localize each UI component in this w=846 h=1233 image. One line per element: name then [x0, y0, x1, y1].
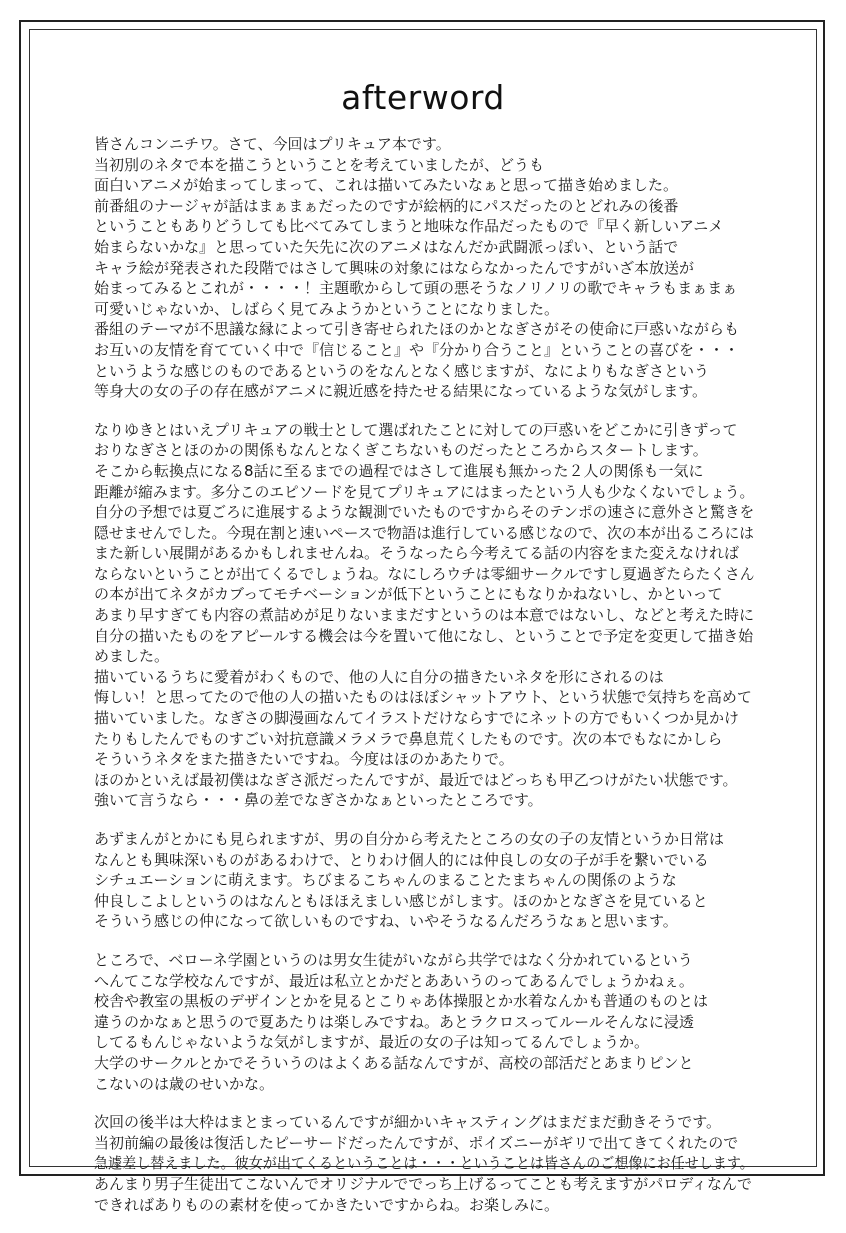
- text-line: 強いて言うなら・・・鼻の差でなぎさかなぁといったところです。: [94, 791, 543, 810]
- text-line: してるもんじゃないような気がしますが、最近の女の子は知ってるんでしょうか。: [94, 1033, 650, 1052]
- paragraph: [94, 829, 754, 932]
- text-line: 自分の予想では夏ごろに進展するような観測でいたものですからそのテンポの速さに意外さと驚きを: [94, 503, 755, 522]
- text-line: 違うのかなぁと思うので夏あたりは楽しみですね。あとラクロスってルールそんなに浸透: [94, 1012, 694, 1031]
- text-line: 面白いアニメが始まってしまって、これは描いてみたいなぁと思って描き始めました。: [94, 176, 678, 195]
- text-line: たりもしたんでものすごい対抗意識メラメラで鼻息荒くしたものです。次の本でもなにかしら: [94, 729, 723, 748]
- page-title: afterword: [341, 78, 505, 117]
- text-line: あずまんがとかにも見られますが、男の自分から考えたところの女の子の友情というか日常は: [94, 830, 725, 848]
- text-line: ところで、ベローネ学園というのは男女生徒がいながら共学ではなく分かれているという: [94, 950, 693, 969]
- text-line: 大学のサークルとかでそういうのはよくある話なんですが、高校の部活だとあまりピンと: [94, 1053, 694, 1072]
- text-line: 等身大の女の子の存在感がアニメに親近感を持たせる結果になっているような気がします。: [94, 382, 708, 401]
- text-line: 描いているうちに愛着がわくもので、他の人に自分の描きたいネタを形にされるのは: [94, 667, 664, 686]
- text-line: ほのかといえば最初僕はなぎさ派だったんですが、最近ではどっちも甲乙つけがたい状態です。: [94, 770, 738, 789]
- text-line: 急遽差し替えました。彼女が出てくるということは・・・ということは皆さんのご想像にお任せします。: [94, 1154, 754, 1173]
- text-line: めました。: [94, 647, 170, 666]
- text-line: 描いていました。なぎさの脚漫画なんてイラストだけならすでにネットの方でもいくつか見かけ: [94, 709, 740, 728]
- text-line: そういうネタをまた描きたいですね。今度はほのかあたりで。: [94, 750, 514, 769]
- text-line: 悔しい！と思ってたので他の人の描いたものはほぼシャットアウト、という状態で気持ちを高めて: [94, 688, 752, 707]
- text-line: なんとも興味深いものがあるわけで、とりわけ個人的には仲良しの女の子が手を繋いでいる: [94, 850, 709, 869]
- text-line: 仲良しこよしというのはなんともほほえましい感じがします。ほのかとなぎさを見ていると: [94, 891, 708, 910]
- text-line: 始まってみるとこれが・・・・！主題歌からして頭の悪そうなノリノリの歌でキャラもまぁまぁ: [94, 279, 738, 298]
- text-line: 次回の後半は大枠はまとまっているんですが細かいキャスティングはまだまだ動きそうです。: [94, 1113, 722, 1132]
- text-line: なりゆきとはいえプリキュアの戦士として選ばれたことに対しての戸惑いをどこかに引きずって: [94, 420, 738, 439]
- text-line: そこから転換点になる8話に至るまでの過程ではさして進展も無かった２人の関係も一気に: [94, 461, 704, 480]
- text-line: 可愛いじゃないか、しばらく見てみようかということになりました。: [94, 299, 560, 318]
- text-line: 校舎や教室の黒板のデザインとかを見るとこりゃあ体操服とか水着なんかも普通のものとは: [94, 992, 708, 1011]
- afterword-body: [94, 134, 754, 1233]
- text-line: 当初前編の最後は復活したピーサードだったんですが、ポイズニーがギリで出てきてくれたので: [94, 1133, 739, 1152]
- paragraph: [94, 420, 754, 811]
- text-line: また新しい展開があるかもしれませんね。そうなったら今考えてる話の内容をまた変えなければ: [94, 544, 740, 563]
- text-line: 隠せませんでした。今現在割と速いペースで物語は進行している感じなので、次の本が出るころには: [94, 523, 754, 542]
- text-line: 自分の描いたものをアピールする機会は今を置いて他になし、ということで予定を変更して描き始: [94, 626, 754, 645]
- text-line: 当初別のネタで本を描こうということを考えていましたが、どうも: [94, 155, 545, 174]
- text-line: というような感じのものであるというのをなんとなく感じますが、なによりもなぎさという: [94, 361, 710, 380]
- text-line: おりなぎさとほのかの関係もなんとなくぎこちないものだったところからスタートします。: [94, 441, 708, 460]
- text-line: そういう感じの仲になって欲しいものですね、いやそうなるんだろうなぁと思います。: [94, 912, 678, 931]
- text-line: ということもありどうしても比べてみてしまうと地味な作品だったもので『早く新しいアニメ: [94, 217, 724, 236]
- text-line: の本が出てネタがカブってモチベーションが低下ということにもなりかねないし、かといって: [94, 585, 723, 604]
- text-line: 番組のテーマが不思議な縁によって引き寄せられたほのかとなぎさがその使命に戸惑いながらも: [94, 320, 740, 339]
- text-line: へんてこな学校なんですが、最近は私立とかだとああいうのってあるんでしょうかねぇ。: [94, 971, 694, 990]
- text-line: ならないということが出てくるでしょうね。なにしろウチは零細サークルですし夏過ぎたらたくさん: [94, 564, 755, 583]
- paragraph: [94, 134, 754, 402]
- text-line: お互いの友情を育てていく中で『信じること』や『分かり合うこと』ということの喜びを・・・: [94, 340, 740, 359]
- text-line: シチュエーションに萌えます。ちびまるこちゃんのまることたまちゃんの関係のような: [94, 871, 677, 890]
- text-line: あんまり男子生徒出てこないんでオリジナルででっち上げるってことも考えますがパロディなんで: [94, 1174, 753, 1193]
- text-line: あまり早すぎても内容の煮詰めが足りないままだすというのは本意ではないし、などと考えた時に: [94, 606, 755, 625]
- text-line: こないのは歳のせいかな。: [94, 1074, 275, 1093]
- text-line: できればありものの素材を使ってかきたいですからね。お楽しみに。: [94, 1195, 560, 1214]
- paragraph: [94, 950, 754, 1094]
- text-line: 始まらないかな』と思っていた矢先に次のアニメはなんだか武闘派っぽい、という話で: [94, 237, 679, 256]
- text-line: キャラ絵が発表された段階ではさして興味の対象にはならなかったんですがいざ本放送が: [94, 258, 695, 277]
- text-line: 前番組のナージャが話はまぁまぁだったのですが絵柄的にパスだったのとどれみの後番: [94, 196, 679, 215]
- text-line: 距離が縮みます。多分このエピソードを見てプリキュアにはまったという人も少なくないでしょう。: [94, 482, 755, 501]
- text-line: 皆さんコンニチワ。さて、今回はプリキュア本です。: [94, 135, 451, 153]
